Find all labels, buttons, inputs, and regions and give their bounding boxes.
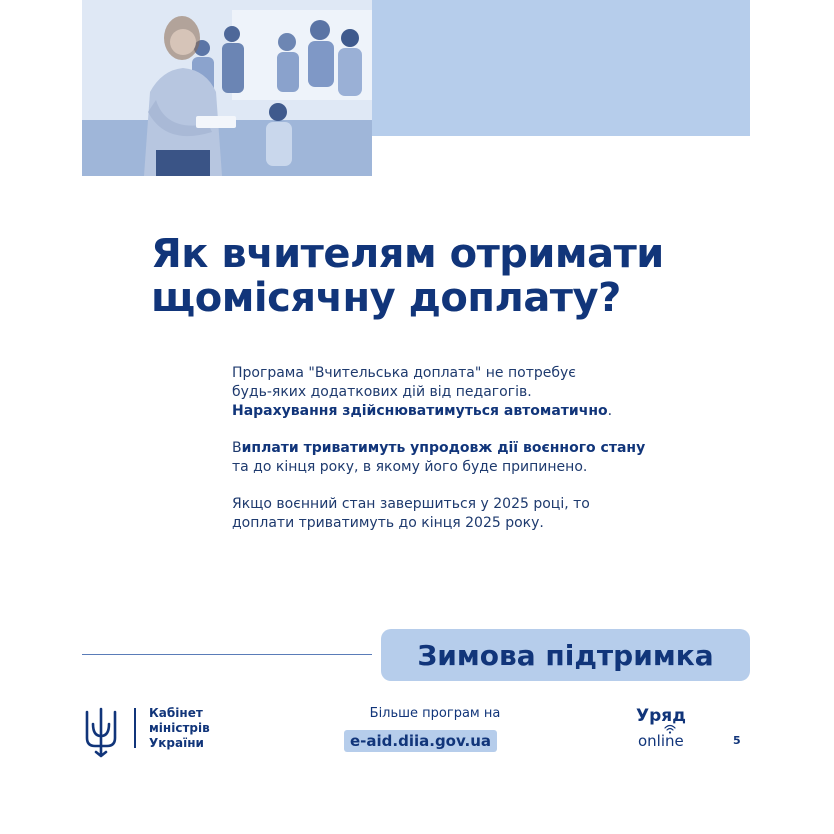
paragraph-2025 — [232, 495, 682, 533]
emphasis-text: иплати триватимуть упродовж дії воєнного стану — [241, 440, 646, 456]
paragraph-line: та до кінця року, в якому його буде припинено. — [232, 459, 588, 475]
logo-separator — [134, 708, 136, 748]
page-title-line-1: Як вчителям отримати — [151, 231, 664, 277]
trident-icon — [83, 706, 119, 758]
teacher-with-students-photo — [82, 0, 372, 176]
emphasis-text: Нарахування здійснюватимуться автоматично — [232, 403, 608, 419]
cabinet-of-ministers-logo-text — [149, 706, 210, 751]
sentence-start: В — [232, 440, 242, 456]
body-text — [232, 364, 682, 551]
uryad-subtitle: online — [638, 732, 684, 750]
paragraph-program — [232, 364, 682, 421]
cabinet-line: міністрів — [149, 721, 210, 735]
page-number: 5 — [733, 734, 741, 747]
paragraph-line: Якщо воєнний стан завершиться у 2025 році, то — [232, 496, 590, 512]
cabinet-line: України — [149, 736, 204, 750]
cabinet-line: Кабінет — [149, 706, 203, 720]
uryad-title: Уряд — [636, 706, 686, 726]
e-aid-link[interactable]: e-aid.diia.gov.ua — [344, 730, 497, 752]
sentence-end: . — [607, 403, 613, 419]
uryad-online-logo — [636, 706, 700, 752]
paragraph-line — [232, 439, 682, 458]
paragraph-line: будь-яких додаткових дій від педагогів. — [232, 384, 532, 400]
campaign-badge — [381, 629, 750, 681]
paragraph-line: Програма "Вчительська доплата" не потребує — [232, 365, 576, 381]
page-title-line-2: щомісячну доплату? — [151, 275, 621, 321]
campaign-badge-label: Зимова підтримка — [417, 638, 714, 672]
horizontal-divider — [82, 654, 372, 655]
paragraph-line: доплати триватимуть до кінця 2025 року. — [232, 515, 544, 531]
page-title — [151, 232, 771, 320]
more-programs-label: Більше програм на — [369, 706, 501, 721]
paragraph-payments — [232, 439, 682, 477]
paragraph-line — [232, 402, 682, 421]
